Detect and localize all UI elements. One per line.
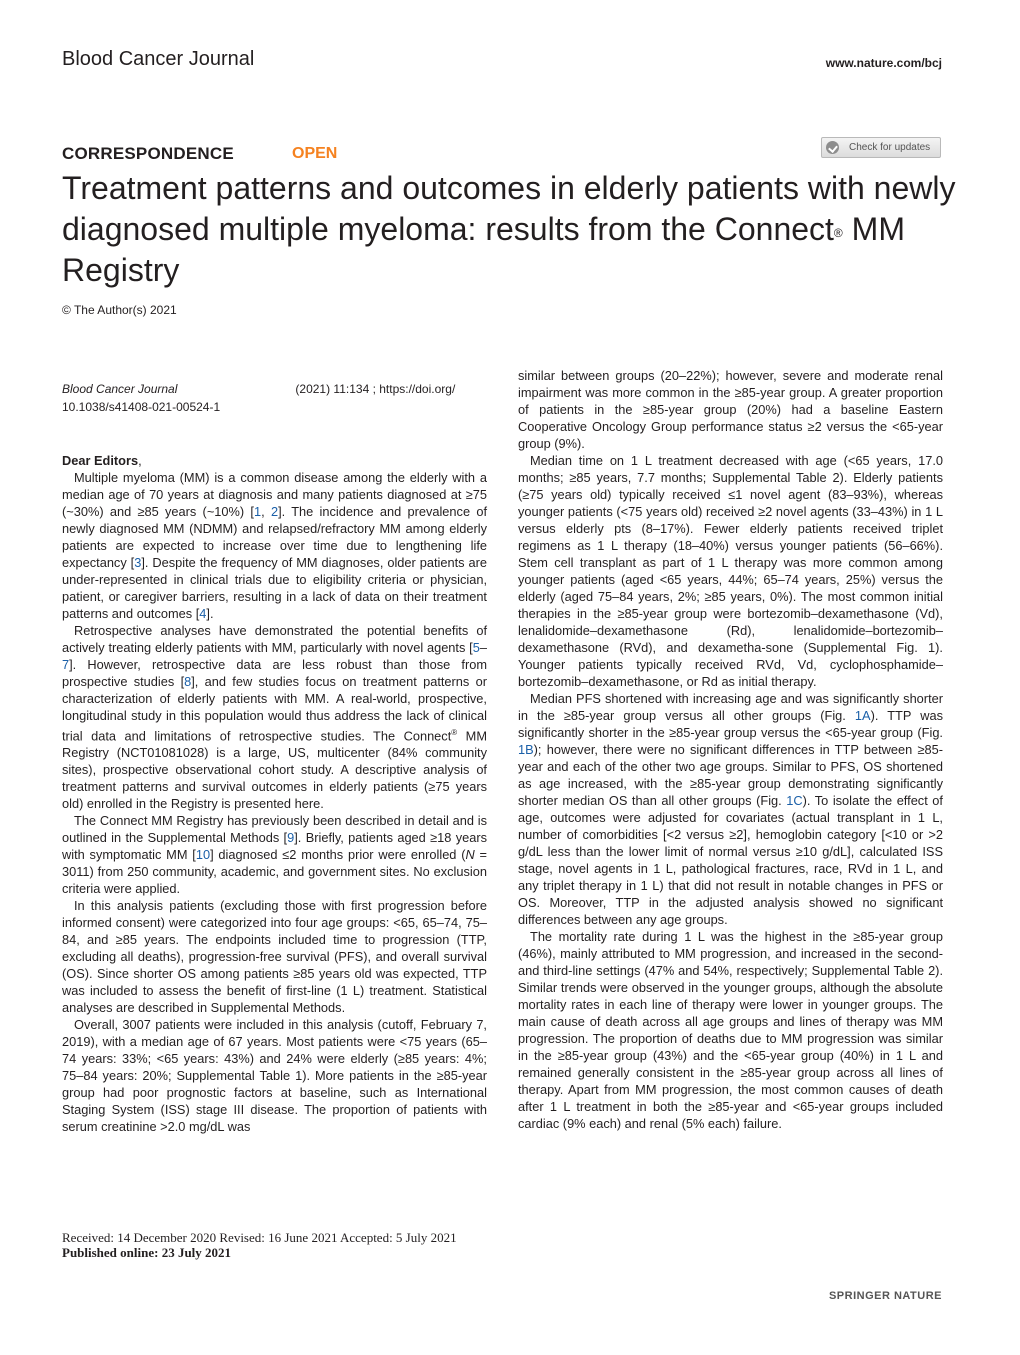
body-text-right-column: similar between groups (20–22%); however, severe and moderate renal impairment was more common in the ≥85-year group. A greater proportion of patients in the ≥85-year group (20%) had a baseline Eastern Cooperative Oncology Group performance status ≥2 versus the <65-year group (9%). Median time on 1 L treatment decreased with age (<65 years, 17.0 months; ≥85 years, 7.7 months; Supplemental Table 2). Elderly patients (≥75 years old) typically received ≤1 novel agent (83–93%), whereas younger patients (<75 years old) received ≥2 novel agents (33–43%) in 1 L versus elderly pts (8–17%). Fewer elderly patients received triplet regimens as 1 L therapy (18–40%) versus younger patients (56–66%). Stem cell transplant as part of 1 L therapy was more common among younger patients (aged <65 years, 44%; 65–74 years, 25%) versus the elderly (aged 75–84 years, 2%; ≥85 years, 0%). The most common initial therapies in the ≥85-year group were bortezomib–dexamethasone (Vd), lenalidomide–dexamethasone (Rd), lenalidomide–bortezomib–dexamethasone (RVd), and dexametha-sone (Supplemental Fig. 1). Younger patients typically received RVd, Vd, cyclophosphamide–bortezomib–dexamethasone, or Rd as initial therapy. Median PFS shortened with increasing age and was significantly shorter in the ≥85-year group versus all other groups (Fig. 1A). TTP was significantly shorter in the ≥85-year group versus the <65-year group (Fig. 1B); however, there were no significant differences in TTP between ≥85-year and each of the other two age groups. Similar to PFS, OS shortened as age increased, with the ≥85-year group demonstrating significantly shorter median OS than all other groups (Fig. 1C). To isolate the effect of age, outcomes were adjusted for covariates (actual transplant in 1 L, number of comorbidities [<2 versus ≥2], hemoglobin category [<10 or >2 g/dL less than the lower limit of normal versus ≥10 g/dL], calculated ISS stage, novel agents in 1 L, pathological fractures, race, RVd in 1 L, and any triplet therapy in 1 L) that did not result in notable changes in PFS or OS. Moreover, TTP in the adjusted analysis showed no significant differences between any age groups. The mortality rate during 1 L was the highest in the ≥85-year group (46%), mainly attributed to MM progression, and increased in the second- and third-line settings (47% and 54%, respectively; Supplemental Table 2). Similar trends were observed in the younger groups, although the absolute mortality rates in each line of therapy were lower in younger groups. The main cause of death across all age groups and lines of therapy was MM progression. The proportion of deaths due to MM progression was similar in the ≥85-year group (43%) and the <65-year group (40%) in 1 L and remained generally consistent in the ≥85-year group across all lines of therapy. Apart from MM progression, the most common causes of death after 1 L treatment in both the ≥85-year and <65-year groups included cardiac (9% each) and renal (5% each) failure. [518, 368, 943, 1131]
body-text-left-column: Dear Editors, Multiple myeloma (MM) is a common disease among the elderly with a median age of 70 years at diagnosis and many patients diagnosed at ≥75 (~30%) and ≥85 years (~10%) [1, 2]. The incidence and prevalence of newly diagnosed MM (NDMM) and relapsed/refractory MM among elderly patients are expected to increase over time due to lengthening life expectancy [3]. Despite the frequency of MM diagnoses, older patients are under-represented in clinical trials due to eligibility criteria or physician, patient, or caregiver barriers, resulting in a lack of data on their treatment patterns and outcomes [4]. Retrospective analyses have demonstrated the potential benefits of actively treating elderly patients with MM, particularly with novel agents [5–7]. However, retrospective data are less robust than those from prospective studies [8], and few studies focus on treatment patterns or characterization of elderly patients with MM. A real-world, prospective, longitudinal study in this population would thus address the lack of clinical trial data and limitations of retrospective studies. The Connect® MM Registry (NCT01081028) is a large, US, multicenter (84% community sites), prospective observational cohort study. A descriptive analysis of treatment patterns and survival outcomes in elderly patients (≥75 years old) enrolled in the Registry is presented here. The Connect MM Registry has previously been described in detail and is outlined in the Supplemental Methods [9]. Briefly, patients aged ≥18 years with symptomatic MM [10] diagnosed ≤2 months prior were enrolled (N = 3011) from 250 community, academic, and government sites. No exclusion criteria were applied. In this analysis patients (excluding those with first progression before informed consent) were categorized into four age groups: <65, 65–74, 75–84, and ≥85 years. The endpoints included time to progression (TTP, excluding all deaths), progression-free survival (PFS), and overall survival (OS). Since shorter OS among patients ≥85 years old was expected, TTP was included to assess the benefit of first-line (1 L) treatment. Statistical analyses are described in Supplemental Methods. Overall, 3007 patients were included in this analysis (cutoff, February 7, 2019), with a median age of 67 years. Most patients were <75 years (65–74 years: 33%; <65 years: 43%) and 24% were elderly (≥85 years: 4%; 75–84 years: 20%; Supplemental Table 1). More patients in the ≥85-year group had poor prognostic factors at baseline, such as International Staging System (ISS) stage III disease. The proportion of patients with serum creatinine >2.0 mg/dL was [62, 453, 488, 1135]
check-for-updates-button[interactable] [821, 137, 941, 158]
check-icon [826, 141, 839, 154]
citation-details[interactable]: (2021) 11:134 ; https://doi.org/ [295, 382, 456, 396]
citation-journal: Blood Cancer Journal [62, 382, 178, 396]
open-access-badge: OPEN [292, 145, 338, 162]
journal-url-link[interactable]: www.nature.com/bcj [825, 56, 942, 70]
received-dates: Received: 14 December 2020 Revised: 16 June 2021 Accepted: 5 July 2021 [62, 1230, 457, 1245]
article-title: Treatment patterns and outcomes in elderly patients with newly diagnosed multiple myeloma: results from the Connect® MM Registry [62, 170, 956, 288]
copyright-notice: © The Author(s) 2021 [62, 303, 177, 317]
citation [62, 380, 455, 416]
published-date: Published online: 23 July 2021 [62, 1245, 232, 1260]
check-updates-label: Check for updates [849, 142, 931, 153]
publisher-logo: SPRINGER NATURE [828, 1290, 942, 1302]
citation-doi[interactable]: 10.1038/s41408-021-00524-1 [62, 400, 221, 414]
journal-name: Blood Cancer Journal [62, 48, 255, 70]
article-type-label: CORRESPONDENCE [62, 144, 234, 163]
